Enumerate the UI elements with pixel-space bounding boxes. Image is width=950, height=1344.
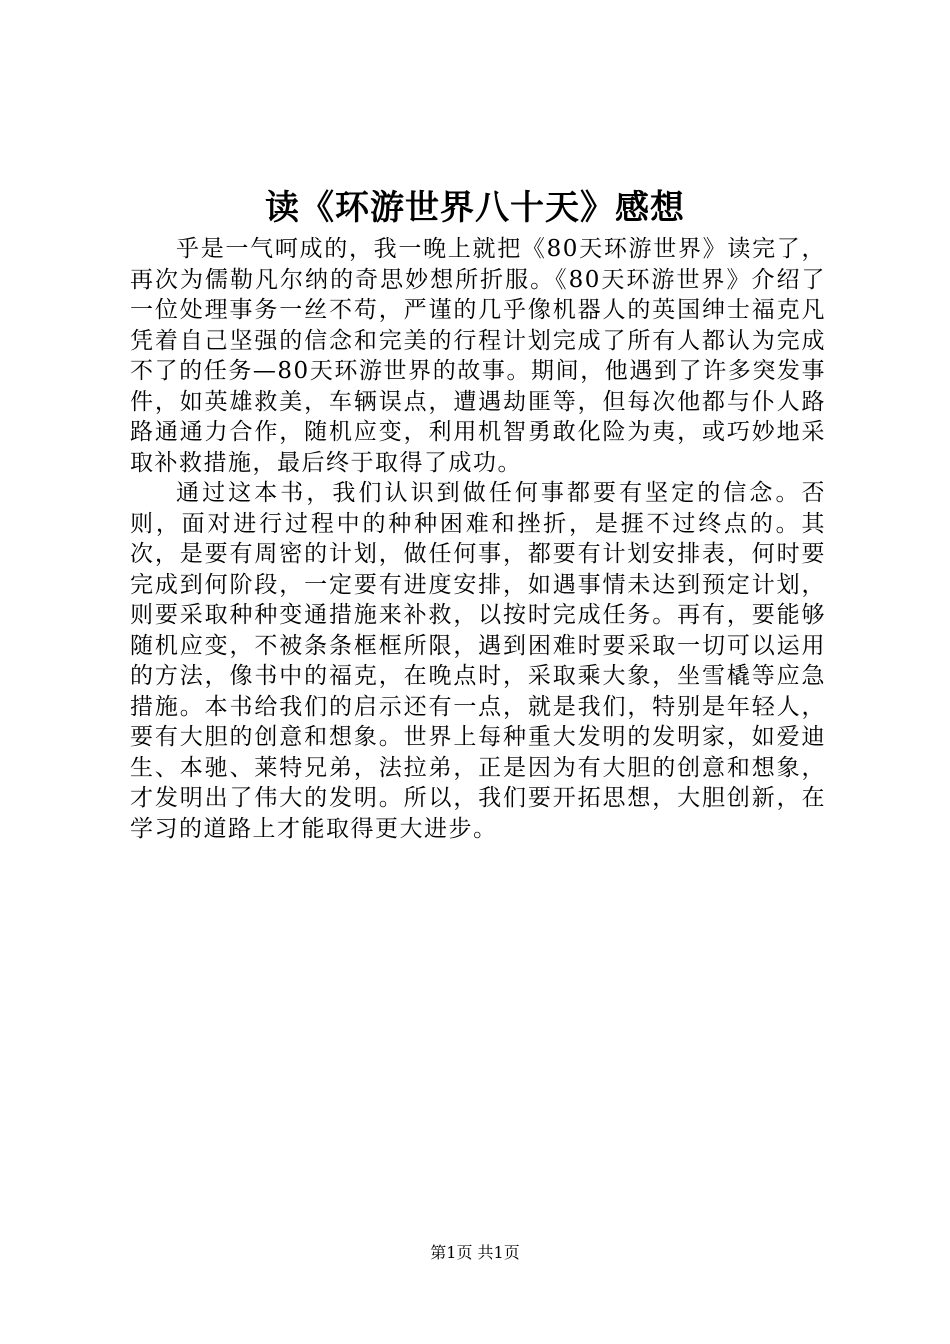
- page-footer: 第1页 共1页: [430, 1243, 520, 1262]
- paragraph-2: 通过这本书，我们认识到做任何事都要有坚定的信念。否则，面对进行过程中的种种困难和挫折，是捱不过终点的。其次，是要有周密的计划，做任何事，都要有计划安排表，何时要完成到何阶段，一定要有进度安排，如遇事情未达到预定计划，则要采取种种变通措施来补救，以按时完成任务。再有，要能够随机应变，不被条条框框所限，遇到困难时要采取一切可以运用的方法，像书中的福克，在晚点时，采取乘大象，坐雪橇等应急措施。本书给我们的启示还有一点，就是我们，特别是年轻人，要有大胆的创意和想象。世界上每种重大发明的发明家，如爱迪生、本驰、莱特兄弟，法拉弟，正是因为有大胆的创意和想象，才发明出了伟大的发明。所以，我们要开拓思想，大胆创新，在学习的道路上才能取得更大进步。: [130, 480, 826, 842]
- page-title: 读《环游世界八十天》感想: [265, 188, 685, 228]
- paragraph-1: 乎是一气呵成的，我一晚上就把《80天环游世界》读完了，再次为儒勒凡尔纳的奇思妙想所折服。《80天环游世界》介绍了一位处理事务一丝不苟，严谨的几乎像机器人的英国绅士福克凡凭着自己坚强的信念和完美的行程计划完成了所有人都认为完成不了的任务—80天环游世界的故事。期间，他遇到了许多突发事件，如英雄救美，车辆误点，遭遇劫匪等，但每次他都与仆人路路通通力合作，随机应变，利用机智勇敢化险为夷，或巧妙地采取补救措施，最后终于取得了成功。: [130, 236, 826, 476]
- document-body: [130, 234, 826, 844]
